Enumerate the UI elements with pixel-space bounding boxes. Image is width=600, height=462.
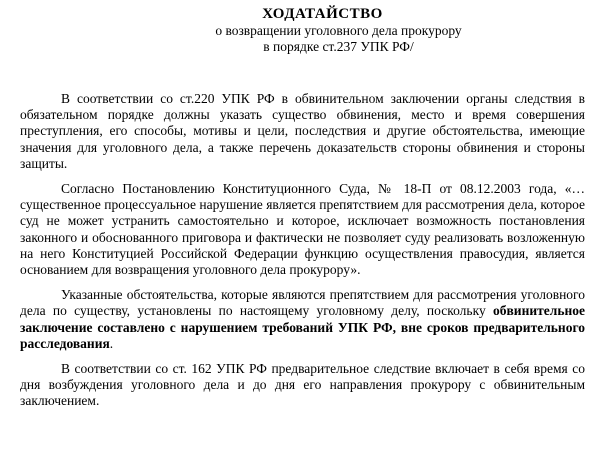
document-title: ХОДАТАЙСТВО	[262, 6, 383, 22]
paragraph-article-162: В соответствии со ст. 162 УПК РФ предварительное следствие включает в себя время со дня возбуждения уголовного дела и до дня его направления прокурору с обвинительным заключением.	[20, 361, 585, 409]
paragraph-constitutional-court: Согласно Постановлению Конституционного Суда, № 18-П от 08.12.2003 года, «…существенное процессуальное нарушение является препятствием для рассмотрения дела, которое суд не может устранить самостоятельно и которое, исключает возможность постановления законного и обоснованного приговора и фактически не позволяет суду реализовать возложенную на него Конституцией Российской Федерации функцию осуществления правосудия, является основанием для возвращения уголовного дела прокурору».	[20, 181, 585, 278]
paragraph-circumstances-text: Указанные обстоятельства, которые являются препятствием для рассмотрения уголовного дела по существу, установлены по настоящему уголовному делу, поскольку	[20, 287, 585, 319]
paragraph-article-220: В соответствии со ст.220 УПК РФ в обвинительном заключении органы следствия в обязательном порядке должны указать существо обвинения, место и время совершения преступления, его способы, мотивы и цели, последствия и другие обстоятельства, имеющие значения для уголовного дела, а также перечень доказательств стороны обвинения и стороны защиты.	[20, 91, 585, 171]
paragraph-circumstances	[20, 287, 585, 352]
document-subtitle-line-2: в порядке ст.237 УПК РФ/	[263, 39, 414, 54]
document-subtitle-line-1: о возвращении уголовного дела прокурору	[215, 23, 462, 38]
paragraph-circumstances-emphasis: обвинительное заключение составлено с нарушением требований УПК РФ, вне сроков предварительного расследования	[20, 303, 585, 351]
paragraph-circumstances-end: .	[109, 335, 114, 351]
document-page	[20, 0, 585, 410]
